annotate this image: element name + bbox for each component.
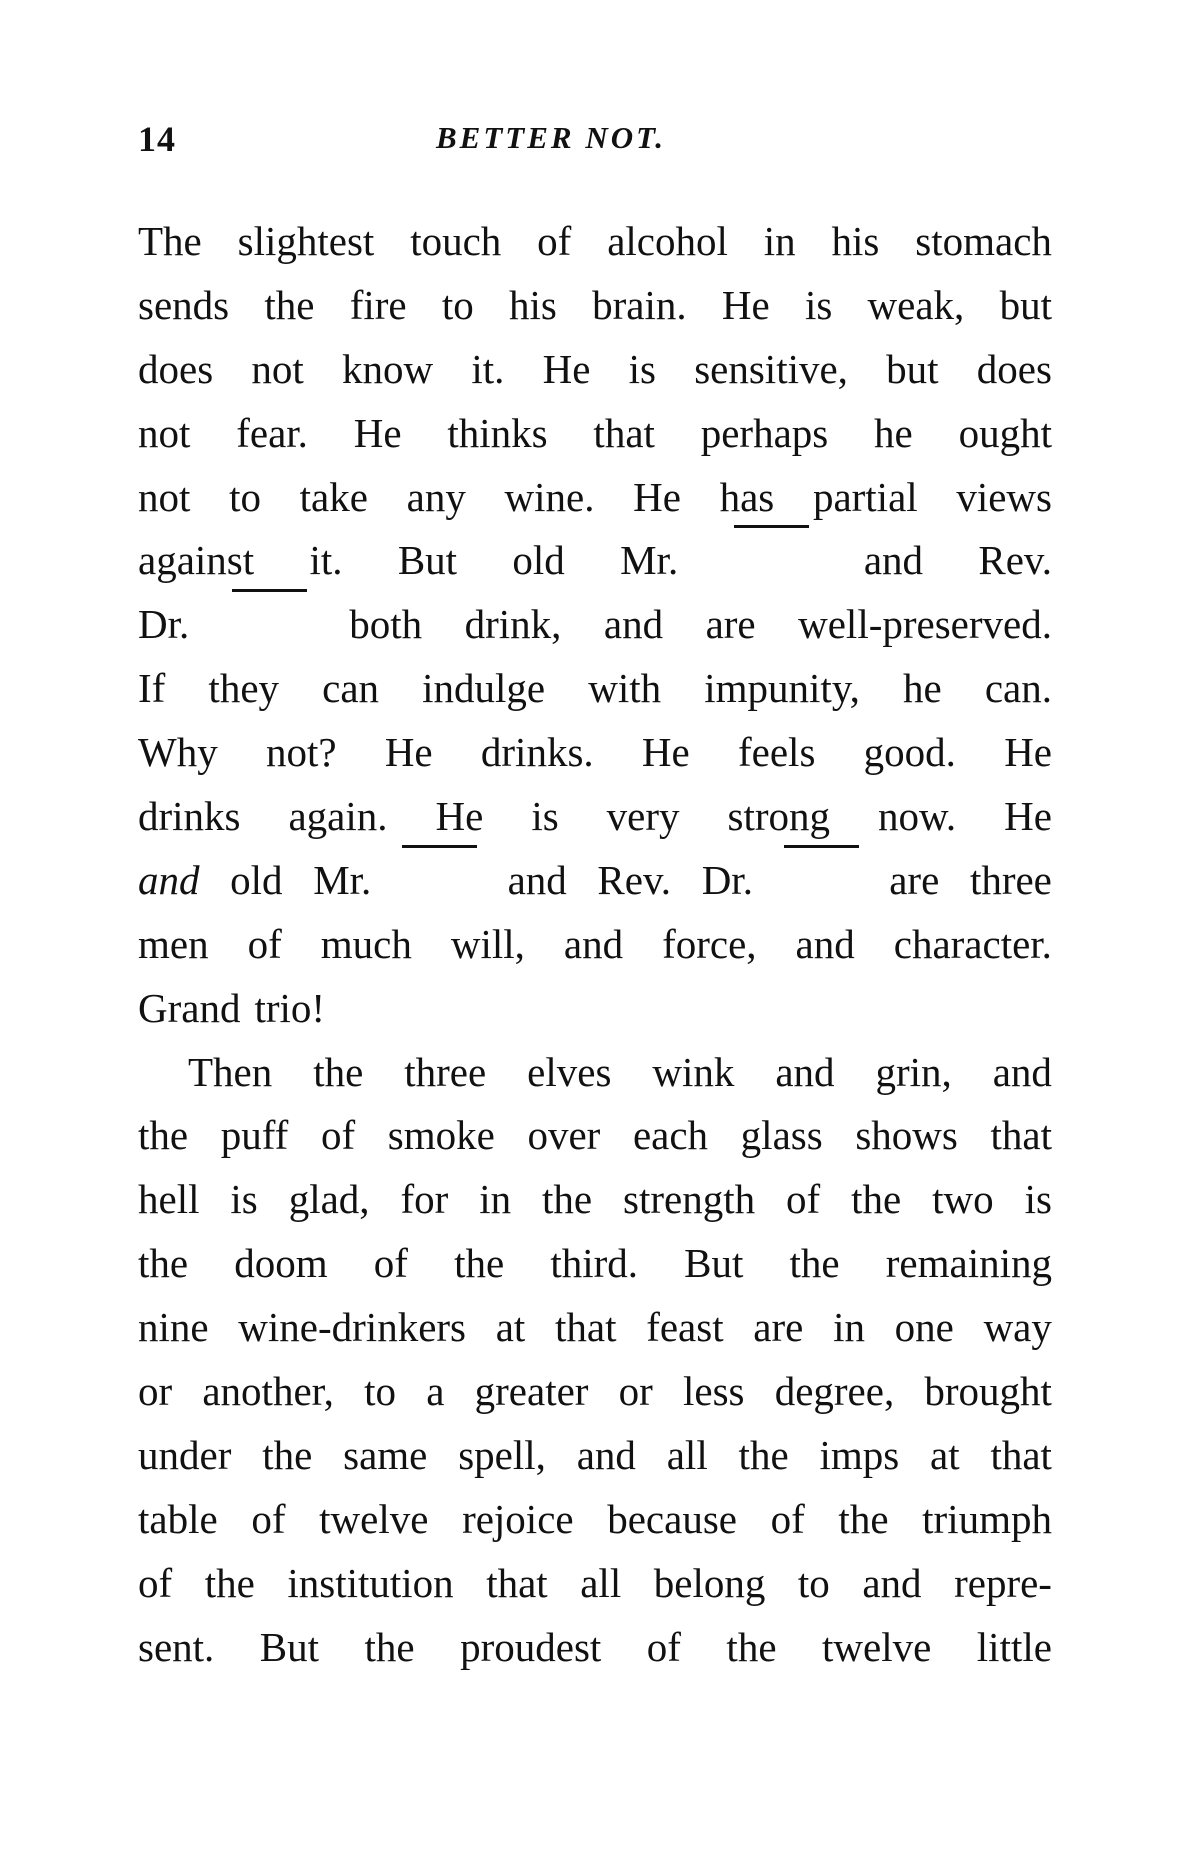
word: of xyxy=(770,1495,805,1542)
word: Dr. xyxy=(138,601,190,648)
word: sent. xyxy=(138,1623,215,1670)
word: are xyxy=(753,1304,804,1351)
text-line xyxy=(138,1168,1052,1232)
word: and xyxy=(775,1048,835,1095)
word: in xyxy=(763,218,796,264)
word: belong xyxy=(653,1559,766,1606)
word: it. xyxy=(471,345,505,392)
word: thinks xyxy=(447,409,548,456)
word: institution xyxy=(287,1559,454,1606)
word: his xyxy=(831,218,880,264)
word: is xyxy=(804,281,833,328)
word: wine. xyxy=(504,473,595,520)
word: He xyxy=(1004,793,1052,840)
word: feast xyxy=(646,1304,724,1351)
word: in xyxy=(833,1304,865,1351)
word: to xyxy=(364,1368,397,1415)
word: greater xyxy=(474,1368,589,1415)
word: Rev. xyxy=(978,537,1052,584)
word: less xyxy=(683,1368,745,1415)
text-line xyxy=(138,1424,1052,1488)
word: same xyxy=(343,1431,428,1478)
word: the xyxy=(262,1431,313,1478)
word: wine-drinkers xyxy=(238,1304,466,1351)
word: both xyxy=(349,601,423,648)
word: hell xyxy=(138,1176,200,1223)
word: three xyxy=(969,856,1052,903)
word: the xyxy=(204,1559,255,1606)
word: weak, xyxy=(867,281,965,328)
word: remaining xyxy=(885,1240,1052,1287)
word: He xyxy=(384,729,433,776)
word: of xyxy=(138,1559,173,1606)
word: and xyxy=(138,856,200,903)
text-line xyxy=(138,1552,1052,1616)
word: all xyxy=(666,1431,708,1478)
word: is xyxy=(628,345,656,392)
word: are xyxy=(705,601,756,648)
word: to xyxy=(441,281,474,328)
word: not? xyxy=(265,729,337,776)
word: another, xyxy=(202,1368,334,1415)
word: not xyxy=(138,473,191,520)
word: He xyxy=(721,281,770,328)
word: not xyxy=(251,345,304,392)
word: the xyxy=(364,1623,415,1670)
word: his xyxy=(509,281,557,328)
word: Mr. xyxy=(620,537,679,584)
word: the xyxy=(738,1431,789,1478)
word: well-preserved. xyxy=(798,601,1052,648)
word: He xyxy=(542,345,591,392)
text-line xyxy=(138,1488,1052,1552)
word: does xyxy=(976,345,1052,392)
word: elves xyxy=(527,1048,612,1095)
text-line xyxy=(138,1296,1052,1360)
em-dash xyxy=(232,589,307,653)
word: and xyxy=(563,920,624,967)
text-line xyxy=(138,210,1052,274)
word: not xyxy=(138,409,191,456)
word: against xyxy=(138,537,255,584)
text-line xyxy=(138,721,1052,785)
word: twelve xyxy=(822,1623,932,1670)
text-line xyxy=(138,657,1052,721)
word: force, xyxy=(662,920,757,967)
word: they xyxy=(208,665,280,712)
word: a xyxy=(426,1368,445,1415)
word: now. xyxy=(877,793,957,840)
word: can. xyxy=(984,665,1052,712)
running-title: BETTER NOT. xyxy=(436,120,666,155)
word: table xyxy=(138,1495,218,1542)
word: to xyxy=(229,473,261,520)
word: Dr. xyxy=(701,856,753,903)
text-line xyxy=(138,466,1052,530)
word: Then xyxy=(188,1048,273,1095)
text-line xyxy=(138,1360,1052,1424)
word: at xyxy=(930,1431,960,1478)
word: is xyxy=(230,1176,258,1223)
word: of xyxy=(373,1240,408,1287)
word: Rev. xyxy=(597,856,672,903)
word: He xyxy=(435,793,484,840)
word: the xyxy=(138,1112,189,1159)
text-line xyxy=(138,593,1052,657)
text-line xyxy=(138,913,1052,977)
word: can xyxy=(322,665,380,712)
word: stomach xyxy=(915,218,1052,264)
word: the xyxy=(838,1495,889,1542)
text-line xyxy=(138,1104,1052,1168)
word: drinks xyxy=(138,793,241,840)
word: twelve xyxy=(319,1495,429,1542)
word: proudest xyxy=(460,1623,602,1670)
word: grin, xyxy=(875,1048,952,1095)
word: strong xyxy=(727,793,830,840)
word: But xyxy=(397,537,458,584)
word: indulge xyxy=(422,665,546,712)
text-line xyxy=(138,977,1052,1041)
word: character. xyxy=(893,920,1052,967)
word: is xyxy=(531,793,559,840)
word: impunity, xyxy=(704,665,860,712)
em-dash xyxy=(734,525,809,589)
text-line xyxy=(138,785,1052,849)
word: and xyxy=(862,1559,922,1606)
em-dash xyxy=(402,845,477,909)
word: good. xyxy=(863,729,956,776)
word: he xyxy=(903,665,942,712)
word: know xyxy=(342,345,434,392)
word: with xyxy=(588,665,662,712)
word: over xyxy=(527,1112,601,1159)
word: the xyxy=(726,1623,777,1670)
word: men xyxy=(138,920,209,967)
word: sensitive, xyxy=(694,345,848,392)
word: But xyxy=(259,1623,320,1670)
word: He xyxy=(353,409,402,456)
word: under xyxy=(138,1431,232,1478)
word: two xyxy=(932,1176,994,1223)
text-line xyxy=(138,1041,1052,1105)
word: glass xyxy=(740,1112,823,1159)
word: brought xyxy=(924,1368,1052,1415)
word: all xyxy=(580,1559,622,1606)
word: of xyxy=(251,1495,286,1542)
page-header xyxy=(138,118,1052,168)
word: rejoice xyxy=(462,1495,574,1542)
word: old xyxy=(230,856,283,903)
word: that xyxy=(486,1559,548,1606)
word: spell, xyxy=(458,1431,546,1478)
word: triumph xyxy=(922,1495,1052,1542)
word: take xyxy=(299,473,368,520)
word: and xyxy=(576,1431,636,1478)
word: the xyxy=(313,1048,364,1095)
word: is xyxy=(1024,1176,1052,1223)
word: But xyxy=(684,1240,744,1287)
text-line xyxy=(138,402,1052,466)
word: alcohol xyxy=(607,218,728,264)
word: ought xyxy=(958,409,1052,456)
word: of xyxy=(537,218,572,264)
word: three xyxy=(404,1048,487,1095)
word: glad, xyxy=(288,1176,370,1223)
word: fire xyxy=(349,281,407,328)
word: at xyxy=(495,1304,526,1351)
word: degree, xyxy=(774,1368,895,1415)
word: one xyxy=(894,1304,954,1351)
word: imps xyxy=(819,1431,900,1478)
word: the xyxy=(789,1240,840,1287)
word: Mr. xyxy=(313,856,372,903)
word: wink xyxy=(652,1048,735,1095)
word: partial xyxy=(812,473,918,520)
word: If xyxy=(138,665,166,712)
word: third. xyxy=(550,1240,638,1287)
word: much xyxy=(320,920,412,967)
word: and xyxy=(863,537,924,584)
word: but xyxy=(999,281,1052,328)
word: for xyxy=(400,1176,449,1223)
word: of xyxy=(247,920,282,967)
word: that xyxy=(555,1304,617,1351)
word: the xyxy=(454,1240,505,1287)
word: but xyxy=(886,345,939,392)
word: that xyxy=(990,1112,1052,1159)
word: way xyxy=(983,1304,1052,1351)
word: brain. xyxy=(592,281,687,328)
word: that xyxy=(593,409,655,456)
word: shows xyxy=(855,1112,958,1159)
text-line xyxy=(138,338,1052,402)
word: smoke xyxy=(387,1112,495,1159)
word: the xyxy=(542,1176,593,1223)
word: feels xyxy=(738,729,816,776)
word: the xyxy=(264,281,315,328)
word: he xyxy=(874,409,913,456)
word: slightest xyxy=(237,218,375,264)
word: The xyxy=(138,218,202,264)
word: does xyxy=(138,345,214,392)
word: and xyxy=(603,601,664,648)
word: and xyxy=(992,1048,1052,1095)
word: very xyxy=(606,793,680,840)
word: He xyxy=(641,729,690,776)
word: it. xyxy=(309,537,343,584)
word: that xyxy=(990,1431,1052,1478)
word: repre- xyxy=(954,1559,1052,1606)
text-line xyxy=(138,849,1052,913)
word: because xyxy=(607,1495,737,1542)
word: of xyxy=(646,1623,681,1670)
text-line xyxy=(138,1616,1052,1680)
text-line xyxy=(138,274,1052,338)
word: little xyxy=(976,1623,1052,1670)
word: puff xyxy=(220,1112,289,1159)
word: fear. xyxy=(236,409,308,456)
word: nine xyxy=(138,1304,209,1351)
word: He xyxy=(1004,729,1052,776)
word: again. xyxy=(288,793,388,840)
text-line xyxy=(138,529,1052,593)
word: touch xyxy=(410,218,502,264)
word: views xyxy=(956,473,1052,520)
word: are xyxy=(889,856,940,903)
word: trio! xyxy=(254,984,326,1031)
body-text xyxy=(138,210,1052,1679)
word: the xyxy=(851,1176,902,1223)
word: perhaps xyxy=(700,409,829,456)
word: old xyxy=(512,537,565,584)
word: or xyxy=(618,1368,653,1415)
word: and xyxy=(795,920,855,967)
word: strength xyxy=(623,1176,756,1223)
word: any xyxy=(406,473,466,520)
word: of xyxy=(320,1112,356,1159)
word: doom xyxy=(234,1240,328,1287)
word: has xyxy=(719,473,775,520)
word: Grand xyxy=(138,984,241,1031)
em-dash xyxy=(784,845,859,909)
word: of xyxy=(786,1176,821,1223)
word: He xyxy=(633,473,681,520)
word: drinks. xyxy=(480,729,594,776)
word: drink, xyxy=(464,601,562,648)
word: the xyxy=(138,1240,189,1287)
word: and xyxy=(507,856,567,903)
text-line xyxy=(138,1232,1052,1296)
word: or xyxy=(138,1368,173,1415)
word: Why xyxy=(138,729,218,776)
word: each xyxy=(632,1112,709,1159)
page-number: 14 xyxy=(138,119,176,159)
word: in xyxy=(479,1176,512,1223)
word: sends xyxy=(138,281,230,328)
word: will, xyxy=(450,920,525,967)
word: to xyxy=(797,1559,830,1606)
